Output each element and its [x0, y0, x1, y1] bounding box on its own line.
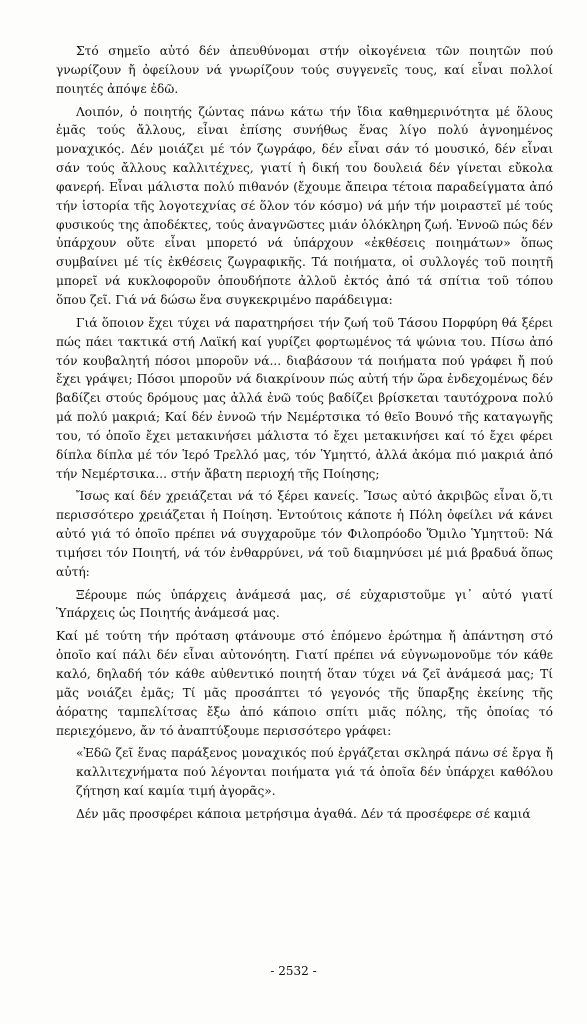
page-number: - 2532 - — [270, 964, 317, 978]
paragraph: Ξέρουμε πώς ὑπάρχεις ἀνάμεσά μας, σέ εὐχαριστοῦμε γι᾽ αὐτό γιατί Ὑπάρχεις ὡς Ποιητής ἀνάμεσά μας. — [56, 587, 553, 621]
paragraph: Στό σημεῖο αὐτό δέν ἀπευθύνομαι στήν οἰκογένεια τῶν ποιητῶν πού γνωρίζουν ἤ ὀφείλουν νά γνωρίζουν τούς συγγενεῖς τους, καί εἶναι πολλοί ποιητές ἀπόψε ἐδῶ. — [56, 44, 553, 96]
document-body — [56, 42, 553, 828]
paragraph: Γιά ὅποιον ἔχει τύχει νά παρατηρήσει τήν ζωή τοῦ Τάσου Πορφύρη θά ξέρει πώς πάει τακτικά στή Λαϊκή καί γυρίζει φορτωμένος τά ψώνια του. Πίσω ἀπό τόν κουβαλητή πόσοι μποροῦν νά... διαβάσουν τά ποιήματα πού γράφει ἤ πού ἔχει γράψει; Πόσοι μποροῦν νά διακρίνουν πώς αὐτή τήν ὥρα ἐνδεχομένως δέν βαδίζει στούς δρόμους μας ἀλλά ἐνῶ τούς βαδίζει βρίσκεται ταυτόχρονα πολύ μά πολύ μακριά; Καί δέν ἐννοῶ τήν Νεμέρτσικα τό θεῖο Βουνό τῆς καταγωγῆς του, τό ὁποῖο ἔχει μετακινήσει μάλιστα τό ἔχει μετακινήσει καί τό ἔχει φέρει δίπλα δίπλα μέ τόν Ἱερό Τρελλό μας, τόν Ὑμηττό, ἀλλά ἀκόμα πιό μακριά ἀπό τήν Νεμέρτσικα... στήν ἄβατη περιοχή τῆς Ποίησης; — [56, 315, 553, 481]
paragraph: Καί μέ τούτη τήν πρόταση φτάνουμε στό ἑπόμενο ἐρώτημα ἤ ἀπάντηση στό ὁποῖο καί πάλι δέν εἶναι αὐτονόητη. Γιατί πρέπει νά εὐγνωμονοῦμε τόν κάθε καλό, δηλαδή τόν κάθε αὐθεντικό ποιητή ὅταν τύχει νά ζεῖ ἀνάμεσά μας; Τί μᾶς νοιάζει ἐμᾶς; Τί μᾶς προσάπτει τό γεγονός τῆς ὕπαρξης ἐκείνης τῆς ἀόρατης ταμπελίτσας ἔξω ἀπό κάποιο σπίτι μιᾶς πόλης, τῆς ὁποίας τό περιεχόμενο, ἄν τό ἀναπτύξουμε περισσότερο γράφει: — [56, 629, 553, 738]
paragraph: Λοιπόν, ὁ ποιητής ζώντας πάνω κάτω τήν ἴδια καθημερινότητα μέ ὅλους ἐμᾶς τούς ἄλλους, εἶναι ἐπίσης συνήθως ἕνας λίγο πολύ ἀγνοημένος μοναχικός. Δέν μοιάζει μέ τόν ζωγράφο, δέν εἶναι σάν τό μουσικό, δέν εἶναι σάν τούς ἄλλους καλλιτέχνες, γιατί ἡ δική του δουλειά δέν γίνεται εὔκολα φανερή. Εἶναι μάλιστα πολύ πιθανόν (ἔχουμε ἄπειρα τέτοια παραδείγματα ἀπό τήν ἱστορία τῆς λογοτεχνίας σέ ὅλον τόν κόσμο) νά μήν τήν μοιραστεῖ μέ τούς φυσικούς της ἀποδέκτες, τούς ἀναγνῶστες μιάν ὁλόκληρη ζωή. Ἐννοῶ πώς δέν ὑπάρχουν οὔτε εἶναι μπορετό νά ὑπάρχουν «ἐκθέσεις ποιημάτων» ὅπως συμβαίνει μέ τίς ἐκθέσεις ζωγραφικῆς. Τά ποιήματα, οἱ συλλογές τοῦ ποιητῆ μπορεῖ νά κυκλοφοροῦν ὁπουδήποτε ἀλλοῦ ἐκτός ἀπό τά σπίτια τοῦ τόπου ὅπου ζεῖ. Γιά νά δώσω ἕνα συγκεκριμένο παράδειγμα: — [56, 104, 553, 307]
paragraph: Δέν μᾶς προσφέρει κάποια μετρήσιμα ἀγαθά. Δέν τά προσέφερε σέ καμιά — [76, 806, 531, 821]
paragraph: Ἴσως καί δέν χρειάζεται νά τό ξέρει κανείς. Ἴσως αὐτό ἀκριβῶς εἶναι ὅ,τι περισσότερο χρειάζεται ἡ Ποίηση. Ἐντούτοις κάποτε ἡ Πόλη ὀφείλει νά κάνει αὐτό γιά τό ὁποῖο πρέπει νά συγχαροῦμε τόν Φιλοπρόοδο Ὅμιλο Ὑμηττοῦ: Νά τιμήσει τόν Ποιητή, νά τόν ἐνθαρρύνει, νά τοῦ διαμηνύσει μέ μιά βραδυά ὅπως αὐτή: — [56, 489, 553, 579]
quoted-paragraph: «Ἐδῶ ζεῖ ἕνας παράξενος μοναχικός πού ἐργάζεται σκληρά πάνω σέ ἔργα ἤ καλλιτεχνήματα πού λέγονται ποιήματα γιά τά ὁποῖα δέν ὑπάρχει καθόλου ζήτηση καί καμία τιμή ἀγορᾶς». — [76, 746, 553, 799]
